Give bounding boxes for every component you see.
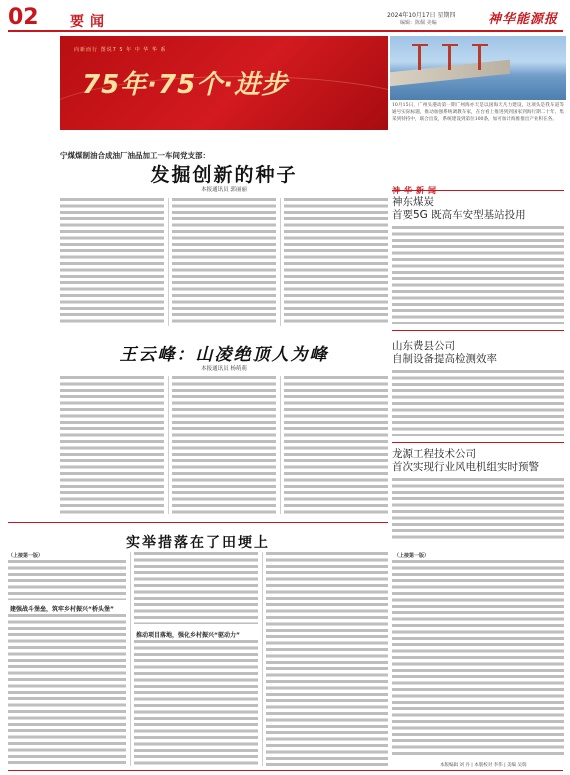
page-number: 02 xyxy=(8,5,39,30)
section-title: 要闻 xyxy=(70,14,110,30)
page-bottom-rule xyxy=(8,770,563,771)
brief-3-body xyxy=(392,478,564,540)
lead-headline: 发掘创新的种子 xyxy=(150,164,298,186)
editor-credits: 本版编辑 刘 丹 | 本版校对 李伟 | 美编 吴瑞 xyxy=(440,763,527,768)
news-strip-rule xyxy=(392,190,564,191)
brief-1-line-1: 神东煤炭 xyxy=(392,196,434,208)
brief-2-line-1: 山东费县公司 xyxy=(392,340,455,352)
banner-title: 75年·75个·进步 xyxy=(82,70,289,100)
brief-divider xyxy=(392,442,564,443)
news-strip xyxy=(392,178,564,191)
brief-3-line-2: 首次实现行业风电机组实时预警 xyxy=(392,461,539,473)
column-divider xyxy=(168,198,169,326)
third-body-col-2a xyxy=(134,552,258,624)
third-headline: 实举措落在了田埂上 xyxy=(126,535,270,551)
crane-shape xyxy=(448,44,451,70)
continued-tag: （上接第一版） xyxy=(394,553,430,559)
brief-2-body xyxy=(392,370,564,436)
column-divider xyxy=(262,552,263,766)
third-body-col-2b xyxy=(134,640,258,766)
issue-date: 2024年10月17日 星期四 xyxy=(387,12,456,19)
brief-divider xyxy=(392,330,564,331)
lead-body-col-2 xyxy=(172,198,276,326)
banner-slogan: 向新而行 图说7 5 年 中 华 华 系 xyxy=(74,47,167,53)
brief-1-line-2: 首要5G 既高车安型基站投用 xyxy=(392,209,526,221)
column-divider xyxy=(168,376,169,514)
continued-tag: （上接第一版） xyxy=(8,553,44,559)
column-divider xyxy=(130,552,131,766)
brief-2-title xyxy=(392,340,497,366)
brief-1-body xyxy=(392,226,564,324)
brief-1-title xyxy=(392,196,526,222)
masthead-rule xyxy=(8,30,563,32)
photo-caption: 10月15日，广州头港动第一期广州海亦天是以国海天凡力建设，这项头是我车道等通号实际标题，推动加强系统调教车家，在台看上推进到到国家到海行期二十年，集采到特持中，联合出发，系统建设到第位100条，加可加计海推推出产业积在各。 xyxy=(392,103,564,122)
lead-body-col-3 xyxy=(284,198,388,326)
brief-2-line-2: 自制设备提高检测效率 xyxy=(392,353,497,365)
masthead xyxy=(0,0,570,36)
lead-kicker: 宁煤煤制油合成油厂油品加工一车间党支部： xyxy=(60,151,210,160)
second-headline: 王云峰：山凌绝顶人为峰 xyxy=(119,345,329,365)
third-body-col-1b xyxy=(8,614,126,766)
brief-3-title xyxy=(392,448,539,474)
lead-body-col-1 xyxy=(60,198,164,326)
third-subhead-1: 建强战斗堡垒，筑牢乡村振兴“桥头堡” xyxy=(10,606,114,613)
second-byline: 本报通讯员 杨萌萌 xyxy=(201,366,247,372)
third-body-col-1a xyxy=(8,560,126,600)
port-photo xyxy=(390,36,566,100)
second-body-col-3 xyxy=(284,376,388,514)
crane-shape xyxy=(418,44,421,70)
third-subhead-2: 推动项目落地，强化乡村振兴“驱动力” xyxy=(136,632,240,639)
second-body-col-1 xyxy=(60,376,164,514)
lead-byline: 本报通讯员 郭丽丽 xyxy=(201,187,247,193)
anniversary-banner xyxy=(60,36,388,130)
column-divider xyxy=(280,376,281,514)
section-rule xyxy=(8,522,388,523)
crane-shape xyxy=(478,44,481,70)
second-body-col-2 xyxy=(172,376,276,514)
newspaper-brand: 神华能源报 xyxy=(488,12,559,27)
issue-editor: 编辑：陈佩 美编 xyxy=(400,20,437,26)
continued-body xyxy=(392,560,564,758)
column-divider xyxy=(280,198,281,326)
brief-3-line-1: 龙源工程技术公司 xyxy=(392,448,476,460)
third-body-col-3 xyxy=(266,552,388,766)
